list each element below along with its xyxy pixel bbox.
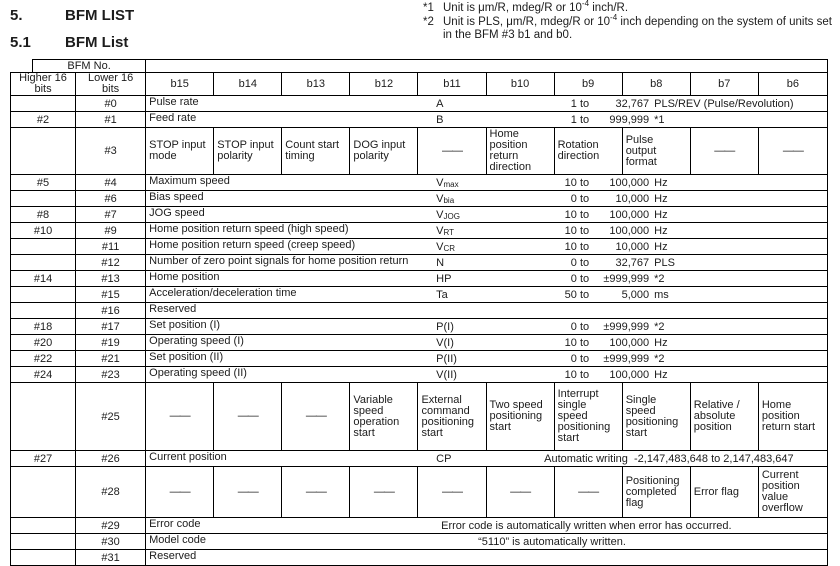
row-value-range: [541, 175, 667, 190]
bfm-row-19: [11, 335, 828, 351]
row-symbol: V bia: [436, 192, 455, 205]
bit-cell-b13: Count start timing: [282, 128, 350, 175]
row-content-cell: [146, 319, 828, 335]
bit-cell-b10: Two speed positioning start: [486, 383, 554, 451]
higher-16bits-cell: [11, 550, 76, 566]
bit-cell-b13: ——: [282, 383, 350, 451]
bit-cell-b7: Relative / absolute position: [690, 383, 758, 451]
higher-16bits-cell: #10: [11, 223, 76, 239]
row-label: Current position: [149, 451, 227, 463]
row-symbol: V(II): [436, 368, 457, 381]
value-upper-bound: ±999,999: [603, 320, 650, 333]
higher-16bits-header: Higher 16 bits: [11, 73, 76, 96]
value-lower-bound: 10 to: [564, 368, 590, 381]
footnote-2-pre: Unit is PLS, μm/R, mdeg/R or 10: [443, 15, 611, 28]
higher-16bits-cell: #22: [11, 351, 76, 367]
row-value-range: [541, 367, 667, 382]
row-value-range: [541, 271, 664, 286]
row-content-cell: [146, 207, 828, 223]
higher-16bits-cell: #18: [11, 319, 76, 335]
higher-16bits-cell: #14: [11, 271, 76, 287]
bit-cell-b6: ——: [758, 128, 827, 175]
bfm-row-15: [11, 287, 828, 303]
lower-16bits-cell: #6: [76, 191, 146, 207]
row-symbol: B: [436, 113, 444, 126]
row-content-cell: [146, 303, 828, 319]
row-symbol: V JOG: [436, 208, 460, 221]
row-label: Reserved: [149, 303, 197, 315]
value-upper-bound: 10,000: [615, 240, 650, 253]
footnote-2-sup: -4: [610, 12, 618, 22]
higher-16bits-cell: [11, 287, 76, 303]
footnote-1-pre: Unit is μm/R, mdeg/R or 10: [443, 2, 582, 14]
footnote-2-ref: *2: [423, 15, 434, 28]
footnote-1-text: [443, 2, 835, 16]
bfm-row-28: [11, 467, 828, 518]
row-value-range: [541, 239, 667, 254]
row-content-cell: [146, 191, 828, 207]
value-unit: Hz: [654, 192, 668, 205]
value-upper-bound: ±999,999: [603, 272, 650, 285]
row-symbol: P(I): [436, 320, 454, 333]
bit-cell-b10: ——: [486, 467, 554, 518]
bfm-row-23: [11, 367, 828, 383]
bit-cell-b8: Single speed positioning start: [622, 383, 690, 451]
row-symbol-subscript: CR: [443, 243, 456, 253]
value-unit: ms: [654, 288, 669, 301]
bfm-row-12: [11, 255, 828, 271]
row-content-cell: [146, 96, 828, 112]
value-lower-bound: 10 to: [564, 176, 590, 189]
row-value-range: [541, 223, 667, 238]
row-value-range: [541, 191, 667, 206]
value-upper-bound: 5,000: [621, 288, 650, 301]
section-number: 5.: [10, 7, 23, 24]
row-content-cell: [146, 112, 828, 128]
row-content-cell: [146, 271, 828, 287]
bfm-row-1: [11, 112, 828, 128]
row-value-range: [541, 319, 664, 334]
value-upper-bound: 10,000: [615, 192, 650, 205]
value-upper-bound: 100,000: [609, 208, 650, 221]
row-content-cell: [146, 451, 828, 467]
value-unit: Hz: [654, 224, 668, 237]
lower-16bits-cell: #3: [76, 128, 146, 175]
bit-cell-b9: Rotation direction: [554, 128, 622, 175]
lower-16bits-cell: #23: [76, 367, 146, 383]
bit-cell-b15: ——: [146, 383, 214, 451]
bit-cell-b7: ——: [690, 128, 758, 175]
row-content-cell: [146, 255, 828, 271]
row-content-cell: [146, 335, 828, 351]
value-upper-bound: ±999,999: [603, 352, 650, 365]
row-label: Acceleration/deceleration time: [149, 287, 297, 299]
row-content-cell: [146, 223, 828, 239]
value-lower-bound: 0 to: [570, 256, 590, 269]
value-unit: *2: [654, 320, 665, 333]
lower-16bits-cell: #11: [76, 239, 146, 255]
row-note: Error code is automatically written when error has occurred.: [441, 519, 732, 532]
row-symbol: A: [436, 97, 444, 110]
row-symbol: N: [436, 256, 445, 269]
higher-16bits-cell: [11, 96, 76, 112]
row-content-cell: [146, 550, 828, 566]
lower-16bits-cell: #30: [76, 534, 146, 550]
lower-16bits-cell: #13: [76, 271, 146, 287]
bit-header-b6: b6: [758, 73, 827, 96]
row-symbol: V RT: [436, 224, 455, 237]
bit-header-b10: b10: [486, 73, 554, 96]
bfm-row-17: [11, 319, 828, 335]
bit-cell-b12: DOG input polarity: [350, 128, 418, 175]
value-lower-bound: 0 to: [570, 352, 590, 365]
lower-16bits-cell: #12: [76, 255, 146, 271]
value-lower-bound: 0 to: [570, 192, 590, 205]
higher-16bits-cell: #5: [11, 175, 76, 191]
row-symbol: P(II): [436, 352, 457, 365]
bit-header-b12: b12: [350, 73, 418, 96]
lower-16bits-cell: #25: [76, 383, 146, 451]
higher-16bits-cell: [11, 239, 76, 255]
bit-cell-b6: Current position value overflow: [758, 467, 827, 518]
row-note: Automatic writing -2,147,483,648 to 2,147,483,647: [544, 452, 794, 465]
row-content-cell: [146, 534, 828, 550]
value-unit: PLS/REV (Pulse/Revolution): [654, 97, 794, 110]
lower-16bits-cell: #19: [76, 335, 146, 351]
row-symbol-subscript: JOG: [443, 211, 460, 221]
bfm-row-25: [11, 383, 828, 451]
subsection-number: 5.1: [10, 34, 31, 51]
higher-16bits-cell: #8: [11, 207, 76, 223]
bfm-row-30: [11, 534, 828, 550]
row-content-cell: [146, 175, 828, 191]
bit-cell-b13: ——: [282, 467, 350, 518]
bit-header-b14: b14: [214, 73, 282, 96]
lower-16bits-cell: #26: [76, 451, 146, 467]
bit-cell-b15: ——: [146, 467, 214, 518]
value-lower-bound: 1 to: [570, 113, 590, 126]
row-label: Operating speed (I): [149, 335, 244, 347]
lower-16bits-cell: #21: [76, 351, 146, 367]
bit-cell-b10: Home position return direction: [486, 128, 554, 175]
bfm-table-body: [11, 96, 828, 566]
row-content-cell: [146, 239, 828, 255]
bfm-row-3: [11, 128, 828, 175]
bit-cell-b6: Home position return start: [758, 383, 827, 451]
value-unit: *2: [654, 272, 665, 285]
row-content-cell: [146, 351, 828, 367]
footnote-1: [423, 2, 835, 16]
higher-16bits-cell: [11, 128, 76, 175]
lower-16bits-cell: #1: [76, 112, 146, 128]
bit-header-b8: b8: [622, 73, 690, 96]
subsection-heading: [10, 34, 128, 51]
row-label: Home position: [149, 271, 220, 283]
value-unit: Hz: [654, 176, 668, 189]
lower-16bits-cell: #31: [76, 550, 146, 566]
footnote-1-post: inch/R.: [589, 2, 629, 14]
bfm-row-6: [11, 191, 828, 207]
value-unit: *1: [654, 113, 665, 126]
row-symbol-subscript: RT: [443, 227, 455, 237]
bfm-row-29: [11, 518, 828, 534]
value-upper-bound: 999,999: [609, 113, 650, 126]
bit-cell-b11: ——: [418, 467, 486, 518]
lower-16bits-cell: #29: [76, 518, 146, 534]
row-symbol-subscript: bia: [443, 195, 455, 205]
value-upper-bound: 32,767: [615, 97, 650, 110]
value-upper-bound: 100,000: [609, 368, 650, 381]
footnote-1-sup: -4: [581, 0, 590, 9]
bit-header-b7: b7: [690, 73, 758, 96]
row-label: JOG speed: [149, 207, 205, 219]
row-label: Feed rate: [149, 112, 197, 124]
lower-16bits-cell: #15: [76, 287, 146, 303]
row-symbol: V(I): [436, 336, 454, 349]
row-symbol: V CR: [436, 240, 456, 253]
footnote-2-post: inch depending on the system of units set in the BFM #3 b1 and b0.: [443, 15, 832, 41]
bfm-row-21: [11, 351, 828, 367]
row-label: Error code: [149, 518, 201, 530]
lower-16bits-cell: #28: [76, 467, 146, 518]
lower-16bits-cell: #7: [76, 207, 146, 223]
row-symbol: Ta: [436, 288, 448, 301]
row-symbol: HP: [436, 272, 452, 285]
bit-header-b9: b9: [554, 73, 622, 96]
value-lower-bound: 1 to: [570, 97, 590, 110]
corner-empty-cell: [146, 60, 828, 73]
value-unit: Hz: [654, 240, 668, 253]
corner-header: BFM No.: [33, 60, 146, 73]
bit-cell-b12: Variable speed operation start: [350, 383, 418, 451]
higher-16bits-cell: [11, 255, 76, 271]
bit-cell-b15: STOP input mode: [146, 128, 214, 175]
value-lower-bound: 10 to: [564, 208, 590, 221]
bit-cell-b12: ——: [350, 467, 418, 518]
value-unit: Hz: [654, 208, 668, 221]
higher-16bits-cell: #27: [11, 451, 76, 467]
value-unit: *2: [654, 352, 665, 365]
bit-cell-b14: STOP input polarity: [214, 128, 282, 175]
bfm-row-11: [11, 239, 828, 255]
row-value-range: [541, 207, 667, 222]
bfm-row-16: [11, 303, 828, 319]
bit-header-b11: b11: [418, 73, 486, 96]
bit-cell-b11: External command positioning start: [418, 383, 486, 451]
higher-16bits-cell: #20: [11, 335, 76, 351]
bit-cell-b14: ——: [214, 467, 282, 518]
higher-16bits-cell: [11, 467, 76, 518]
bfm-no-header-row: [11, 60, 828, 73]
value-lower-bound: 10 to: [564, 224, 590, 237]
value-lower-bound: 10 to: [564, 240, 590, 253]
bfm-row-7: [11, 207, 828, 223]
bit-cell-b8: Pulse output format: [622, 128, 690, 175]
corner-spacer: [11, 60, 33, 73]
lower-16bits-cell: #16: [76, 303, 146, 319]
row-label: Number of zero point signals for home position return: [149, 255, 409, 267]
lower-16bits-cell: #17: [76, 319, 146, 335]
row-value-range: [541, 255, 675, 270]
lower-16bits-cell: #0: [76, 96, 146, 112]
bfm-row-4: [11, 175, 828, 191]
row-label: Reserved: [149, 550, 197, 562]
bit-cell-b9: ——: [554, 467, 622, 518]
row-label: Home position return speed (high speed): [149, 223, 349, 235]
bit-cell-b14: ——: [214, 383, 282, 451]
footnote-2: [423, 12, 835, 43]
value-upper-bound: 100,000: [609, 176, 650, 189]
row-label: Set position (II): [149, 351, 224, 363]
value-upper-bound: 100,000: [609, 336, 650, 349]
higher-16bits-cell: [11, 534, 76, 550]
row-label: Set position (I): [149, 319, 221, 331]
value-unit: Hz: [654, 368, 668, 381]
footnote-2-text: [443, 12, 835, 43]
value-unit: Hz: [654, 336, 668, 349]
higher-16bits-cell: [11, 383, 76, 451]
row-content-cell: [146, 287, 828, 303]
bit-cell-b7: Error flag: [690, 467, 758, 518]
bit-cell-b8: Positioning completed flag: [622, 467, 690, 518]
value-upper-bound: 100,000: [609, 224, 650, 237]
row-value-range: [541, 335, 667, 350]
row-label: Pulse rate: [149, 96, 199, 108]
row-symbol: V max: [436, 176, 459, 189]
row-value-range: [541, 351, 664, 366]
lower-16bits-header: Lower 16 bits: [76, 73, 146, 96]
bit-header-b13: b13: [282, 73, 350, 96]
value-upper-bound: 32,767: [615, 256, 650, 269]
higher-16bits-cell: [11, 191, 76, 207]
row-symbol: CP: [436, 452, 452, 465]
value-unit: PLS: [654, 256, 675, 269]
lower-16bits-cell: #9: [76, 223, 146, 239]
bfm-table: [10, 59, 828, 566]
column-header-row: [11, 73, 828, 96]
subsection-title: BFM List: [65, 34, 129, 51]
higher-16bits-cell: [11, 518, 76, 534]
value-lower-bound: 50 to: [564, 288, 590, 301]
row-symbol-subscript: max: [443, 179, 459, 189]
row-label: Home position return speed (creep speed): [149, 239, 356, 251]
value-lower-bound: 0 to: [570, 272, 590, 285]
bit-cell-b11: ——: [418, 128, 486, 175]
row-value-range: [541, 112, 664, 127]
bit-cell-b9: Interrupt single speed positioning start: [554, 383, 622, 451]
row-label: Maximum speed: [149, 175, 230, 187]
row-label: Operating speed (II): [149, 367, 247, 379]
bfm-row-26: [11, 451, 828, 467]
value-lower-bound: 10 to: [564, 336, 590, 349]
higher-16bits-cell: [11, 303, 76, 319]
footnote-1-ref: *1: [423, 2, 434, 14]
row-label: Model code: [149, 534, 207, 546]
section-heading: [10, 7, 134, 24]
footnotes: [423, 2, 835, 43]
row-note: “5110” is automatically written.: [478, 535, 626, 548]
value-lower-bound: 0 to: [570, 320, 590, 333]
row-value-range: [541, 96, 793, 111]
row-value-range: [541, 287, 669, 302]
row-content-cell: [146, 367, 828, 383]
higher-16bits-cell: #24: [11, 367, 76, 383]
bfm-row-13: [11, 271, 828, 287]
row-label: Bias speed: [149, 191, 204, 203]
lower-16bits-cell: #4: [76, 175, 146, 191]
row-content-cell: [146, 518, 828, 534]
bfm-row-31: [11, 550, 828, 566]
bfm-row-9: [11, 223, 828, 239]
bfm-row-0: [11, 96, 828, 112]
higher-16bits-cell: #2: [11, 112, 76, 128]
bit-header-b15: b15: [146, 73, 214, 96]
section-title: BFM LIST: [65, 7, 135, 24]
